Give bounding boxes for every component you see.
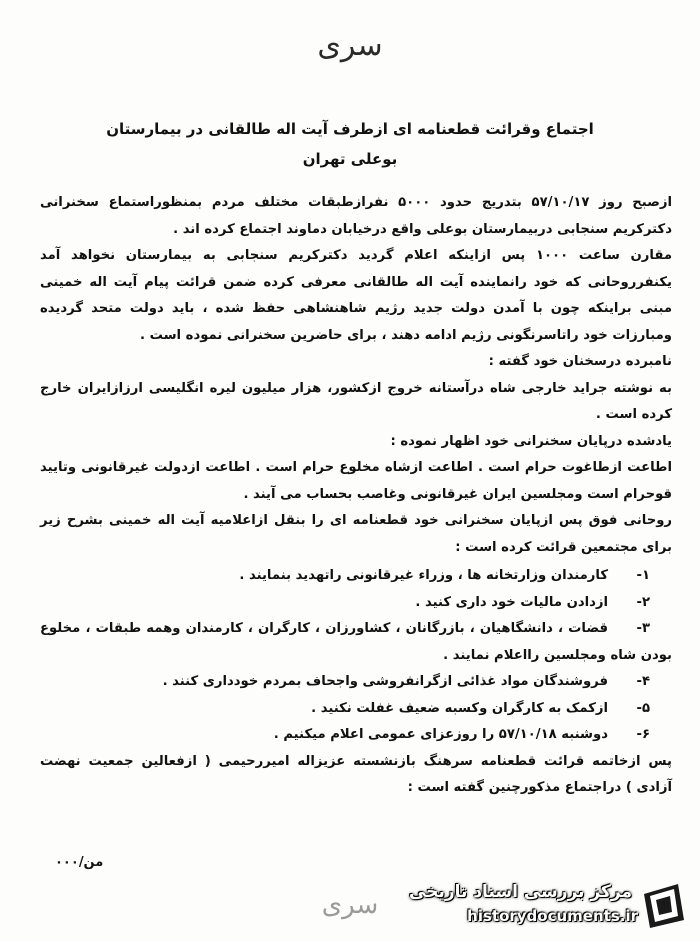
paragraph-closing: پس ازخاتمه قرائت قطعنامه سرهنگ بازنشسته عزیزاله امیررحیمی ( ازفعالین جمعیت نهضت آزادی ) دراجتماع مذکورچنین گفته است : xyxy=(40,753,672,795)
paragraph-speech-content: به نوشته جراید خارجی شاه درآستانه خروج ازکشور، هزار میلیون لیره انگلیسی ارزازایران خارج کرده است . xyxy=(40,380,672,422)
list-item xyxy=(40,616,672,669)
document-title: اجتماع وقرائت قطعنامه ای ازطرف آیت اله طالقانی در بیمارستان xyxy=(106,120,594,138)
watermark xyxy=(409,880,690,932)
classification-stamp-bottom: سری xyxy=(321,890,379,920)
paragraph-speech-lead: نامبرده درسخنان خود گفته : xyxy=(488,354,672,369)
list-item-number: ۴- xyxy=(636,674,650,689)
list-item-text: فروشندگان مواد غذائی ازگرانفروشی واجحاف بمردم خودداری کنند . xyxy=(162,674,608,689)
list-item-number: ۲- xyxy=(636,594,650,610)
paragraph-closing-lead: یادشده درپایان سخنرانی خود اظهار نموده : xyxy=(390,433,672,449)
list-item-text: ازدادن مالیات خود داری کنید . xyxy=(415,594,608,610)
archive-logo-icon xyxy=(638,880,690,932)
list-item-number: ۶- xyxy=(636,727,650,742)
list-item-number: ۱- xyxy=(636,568,650,583)
list-item xyxy=(40,669,672,696)
paragraph-announcement: مقارن ساعت ۱۰۰۰ پس ازاینکه اعلام گردید دکترکریم سنجابی به بیمارستان نخواهد آمد یکنفرروحانی که خود رانماینده آیت اله طالقانی معرفی کرده ضمن قرائت پیام آیت اله خمینی مبنی براینکه چون با آمدن دولت جدید رژیم شاهنشاهی حفظ شده ، باید دولت متحد گردیده ومبارزات خود راتاسرنگونی رژیم ادامه دهند ، برای حاضرین سخنرانی نموده است . xyxy=(40,248,672,343)
list-item xyxy=(40,696,672,723)
classification-stamp-top: سری xyxy=(317,28,383,63)
list-item xyxy=(40,590,672,617)
list-item-text: دوشنبه ۵۷/۱۰/۱۸ را روزعزای عمومی اعلام میکنیم . xyxy=(273,727,608,742)
list-item xyxy=(40,563,672,590)
watermark-title: مرکز بررسی اسناد تاریخی xyxy=(409,882,632,902)
list-item-text: کارمندان وزارتخانه ها ، وزراء غیرقانونی راتهدید بنمایند . xyxy=(239,568,608,583)
paragraph-intro: ازصبح روز ۵۷/۱۰/۱۷ بتدریج حدود ۵۰۰۰ نفرازطبقات مختلف مردم بمنظوراستماع سخنرانی دکترکریم سنجابی دربیمارستان بوعلی واقع درخیابان دماوند اجتماع کرده اند . xyxy=(40,195,672,237)
watermark-url: historydocuments.ir xyxy=(467,907,638,925)
resolution-list xyxy=(40,563,672,749)
paragraph-resolution-lead: روحانی فوق پس ازپایان سخنرانی خود قطعنامه ای را بنقل ازاعلامیه آیت اله خمینی بشرح زیر برای مجتمعین قرائت کرده است : xyxy=(40,513,672,555)
list-item-number: ۳- xyxy=(636,621,650,636)
list-item-number: ۵- xyxy=(636,700,650,716)
list-item-text: قضات ، دانشگاهیان ، بازرگانان ، کشاورزان ، کارگران ، کارمندان وهمه طبقات ، مخلوع بودن شاه ومجلسین رااعلام نمایند . xyxy=(40,621,672,663)
list-item xyxy=(40,722,672,749)
document-title-location: بوعلی تهران xyxy=(302,150,398,168)
paragraph-obedience: اطاعت ازطاغوت حرام است . اطاعت ازشاه مخلوع حرام است . اطاعت ازدولت غیرقانونی وتایید قوحرام است ومجلسین ایران غیرقانونی وغاصب بحساب می آیند . xyxy=(40,460,672,502)
document-body xyxy=(40,190,672,802)
list-item-text: ازکمک به کارگران وکسبه ضعیف غفلت نکنید . xyxy=(311,700,608,716)
document-reference: من/۰۰۰ xyxy=(55,855,104,870)
